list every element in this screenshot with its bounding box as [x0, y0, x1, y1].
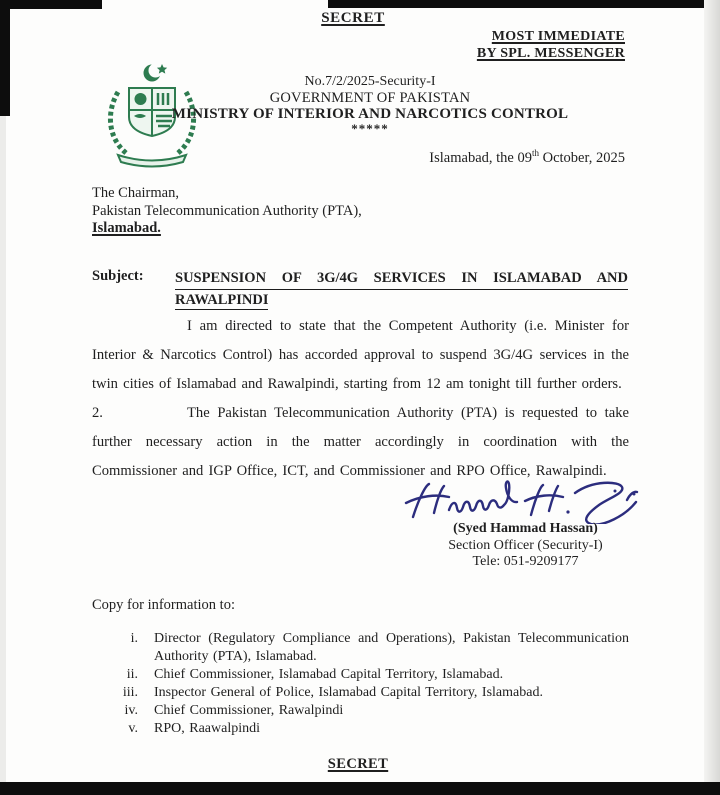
priority-line-1: MOST IMMEDIATE	[491, 29, 625, 44]
subject-text	[175, 268, 628, 310]
handwritten-signature	[403, 476, 643, 524]
list-item-numeral: iii.	[122, 685, 138, 700]
scan-edge-right	[704, 0, 720, 795]
dateline-prefix: Islamabad, the 09	[429, 149, 532, 166]
subject-line-2: RAWALPINDI	[175, 292, 269, 308]
body-paragraph-2: 2. The Pakistan Telecommunication Authority (PTA) is requested to take further necessary action in the matter accordingly in coordination with the Commissioner and IGP Office, ICT, and Commissioner and RPO Office, Rawalpindi.	[92, 399, 629, 486]
government-line: GOVERNMENT OF PAKISTAN	[269, 90, 471, 106]
signatory-name: (Syed Hammad Hassan)	[453, 521, 598, 536]
dateline-suffix: October, 2025	[539, 149, 625, 166]
ministry-line: MINISTRY OF INTERIOR AND NARCOTICS CONTROL	[171, 106, 569, 122]
letterhead-stars: *****	[351, 121, 389, 136]
list-item	[92, 684, 629, 702]
scan-edge-top-right	[328, 0, 720, 8]
list-item-text: Director (Regulatory Compliance and Operations), Pakistan Telecommunication Authority (PTA), Islamabad.	[154, 631, 629, 664]
dateline	[429, 148, 625, 167]
scan-edge-left-gray	[0, 116, 6, 795]
subject-row	[92, 268, 628, 310]
priority-line-2: BY SPL. MESSENGER	[476, 46, 625, 61]
list-item-text: Inspector General of Police, Islamabad Capital Territory, Islamabad.	[154, 685, 543, 700]
letterhead	[150, 74, 590, 134]
paragraph-number: 2.	[92, 405, 103, 421]
list-item	[92, 630, 629, 666]
classification-top: SECRET	[321, 10, 385, 26]
classification-bottom: SECRET	[327, 756, 389, 772]
list-item-text: Chief Commissioner, Islamabad Capital Territory, Islamabad.	[154, 667, 504, 682]
list-item-numeral: ii.	[126, 667, 138, 682]
addressee-block	[92, 185, 362, 238]
subject-label: Subject:	[92, 268, 144, 284]
signatory-block	[418, 521, 633, 571]
distribution-heading: Copy for information to:	[92, 597, 235, 613]
reference-number: No.7/2/2025-Security-I	[304, 74, 436, 89]
scan-edge-bottom	[0, 782, 720, 795]
letter-body	[92, 312, 629, 486]
subject-line-1: SUSPENSION OF 3G/4G SERVICES IN ISLAMABAD AND	[175, 268, 628, 290]
signatory-designation: Section Officer (Security-I)	[448, 537, 603, 553]
addressee-city: Islamabad.	[92, 220, 161, 236]
list-item	[92, 720, 629, 738]
signatory-phone: Tele: 051-9209177	[472, 554, 579, 569]
list-item	[92, 702, 629, 720]
list-item-numeral: i.	[130, 631, 138, 646]
addressee-title: The Chairman,	[92, 185, 179, 201]
list-item-numeral: iv.	[124, 703, 138, 718]
list-item-text: RPO, Raawalpindi	[154, 721, 260, 736]
body-paragraph-1: I am directed to state that the Competent Authority (i.e. Minister for Interior & Narcotics Control) has accorded approval to suspend 3G/4G services in the twin cities of Islamabad and Rawalpindi, starting from 12 am tonight till further orders.	[92, 318, 629, 392]
priority-markings	[477, 28, 625, 62]
distribution-list	[92, 630, 629, 738]
list-item	[92, 666, 629, 684]
list-item-numeral: v.	[128, 721, 138, 736]
scan-edge-top-left	[0, 0, 102, 9]
addressee-org: Pakistan Telecommunication Authority (PTA),	[92, 202, 362, 219]
list-item-text: Chief Commissioner, Rawalpindi	[154, 703, 344, 718]
dateline-ordinal: th	[531, 148, 539, 158]
